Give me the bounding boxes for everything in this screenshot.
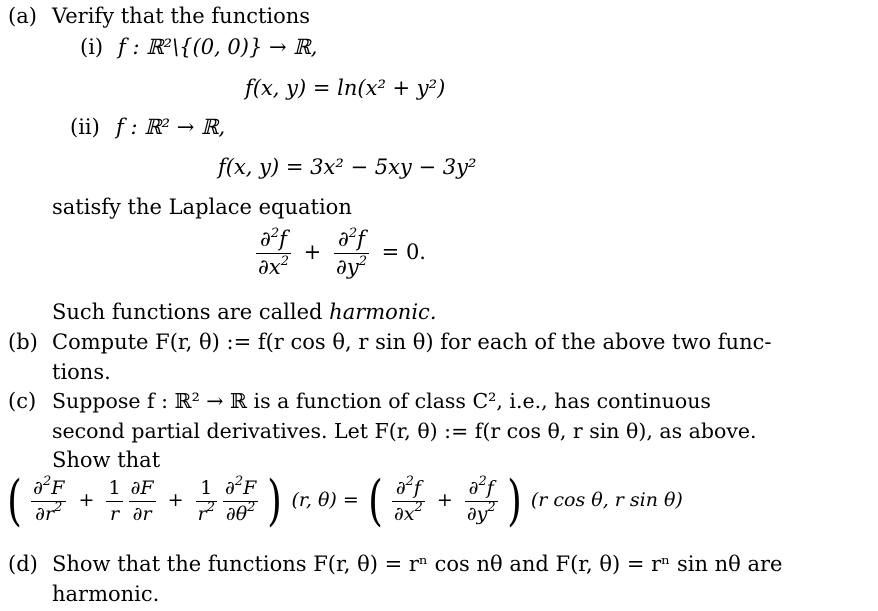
part-d-line1: Show that the functions F(r, θ) = rⁿ cos nθ and F(r, θ) = rⁿ sin nθ are xyxy=(52,552,783,576)
item-i-label: (i) xyxy=(80,35,104,59)
item-i-domain: f : ℝ²\{(0, 0)} → ℝ, xyxy=(118,35,318,59)
part-d-line2: harmonic. xyxy=(52,582,160,606)
harmonic-word: harmonic. xyxy=(329,300,437,324)
item-ii-domain: f : ℝ² → ℝ, xyxy=(116,115,226,139)
d2f-dx2-rhs: $\frac{\partial^2f}{\partial x^2}$ xyxy=(393,473,423,525)
polar-laplacian-identity: ( $\frac{\partial^2F}{\partial r^2}$ + $\frac{1}{r}$ $\frac{\partial F}{\partial r}$ + $\frac{1}{r^2}$ $\frac{\partial^2F}{\partial\theta^2}$ ) (r, θ) = ( $\frac{\partial^2f}{\partial x^2}$ + $\frac{\partial^2f}{\partial y^2}$ ) (r cos θ, r sin θ) xyxy=(7,469,683,532)
part-b-line2: tions. xyxy=(52,360,111,384)
harmonic-sentence xyxy=(52,302,437,323)
laplace-intro: satisfy the Laplace equation xyxy=(52,195,352,219)
one-over-r2: $\frac{1}{r^2}$ xyxy=(197,476,215,525)
item-ii-label: (ii) xyxy=(70,115,100,139)
part-c-line3: Show that xyxy=(52,448,161,472)
part-a-intro: Verify that the functions xyxy=(52,4,311,28)
part-b-label: (b) xyxy=(8,330,38,354)
part-a-label: (a) xyxy=(8,4,37,28)
dF-dr: $\frac{\partial F}{\partial r}$ xyxy=(130,476,154,525)
d2f-dx2: $\frac{\partial^2f}{\partial x^2}$ xyxy=(258,226,289,279)
d2f-dy2-rhs: $\frac{\partial^2f}{\partial y^2}$ xyxy=(466,473,496,525)
d2F-dr2: $\frac{\partial^2F}{\partial r^2}$ xyxy=(33,473,65,525)
part-c-line2: second partial derivatives. Let F(r, θ) := f(r cos θ, r sin θ), as above. xyxy=(52,419,757,443)
part-c-label: (c) xyxy=(8,389,37,413)
one-over-r: $\frac{1}{r}$ xyxy=(108,476,121,525)
d2f-dy2: $\frac{\partial^2f}{\partial y^2}$ xyxy=(335,226,367,279)
item-ii-formula: f(x, y) = 3x² − 5xy − 3y² xyxy=(218,155,477,179)
part-c-line1: Suppose f : ℝ² → ℝ is a function of class C², i.e., has continuous xyxy=(52,389,711,413)
d2F-dtheta2: $\frac{\partial^2F}{\partial\theta^2}$ xyxy=(225,473,257,525)
laplace-equation: $\frac{\partial^2f}{\partial x^2}$ + $\frac{\partial^2f}{\partial y^2}$ = 0. xyxy=(258,226,426,279)
harmonic-prefix: Such functions are called xyxy=(52,300,323,324)
part-b-line1: Compute F(r, θ) := f(r cos θ, r sin θ) for each of the above two func- xyxy=(52,330,772,354)
part-d-label: (d) xyxy=(8,552,38,576)
item-i-formula: f(x, y) = ln(x² + y²) xyxy=(245,76,446,100)
